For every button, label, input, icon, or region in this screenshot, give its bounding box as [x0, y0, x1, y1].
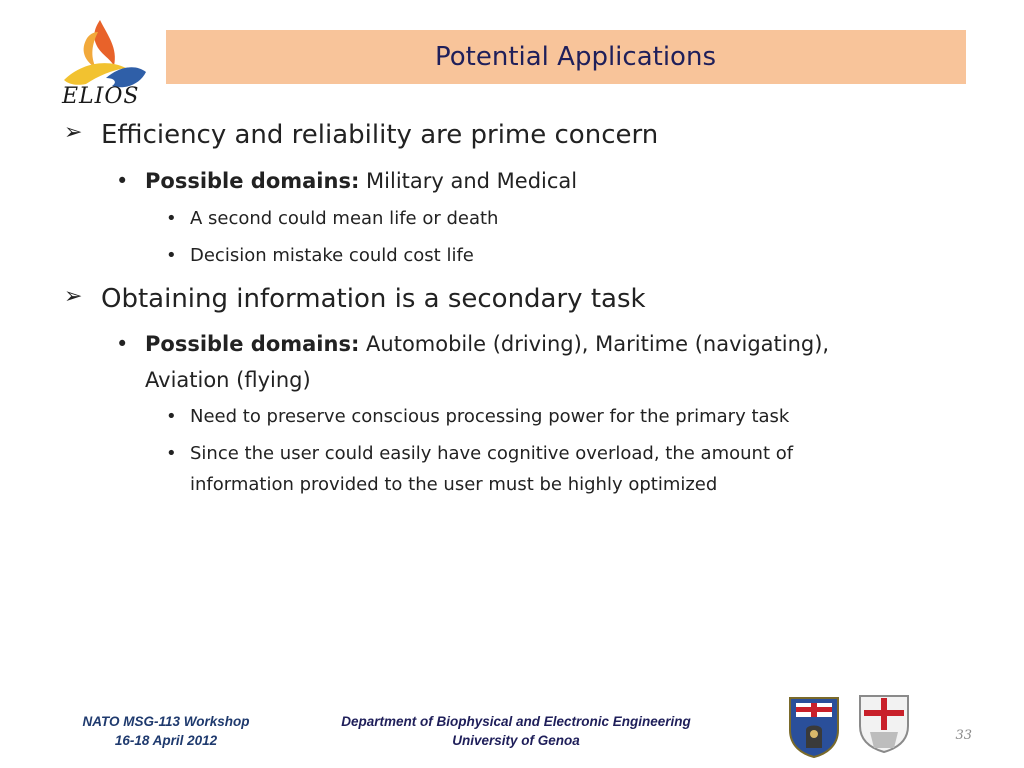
detail-bullet [166, 401, 886, 432]
sub-bullet [116, 326, 876, 398]
domains-text: Automobile (driving), Maritime (navigating), Aviation (flying) [145, 332, 830, 392]
detail-bullet [166, 240, 886, 271]
university-crest-icon [788, 694, 840, 758]
bullet-dot-icon: • [166, 208, 177, 229]
university-name: University of Genoa [452, 733, 580, 748]
footer-institution [296, 712, 736, 750]
bullet-dot-icon: • [116, 332, 129, 356]
footer-workshop [56, 712, 276, 750]
arrow-bullet-icon: ➢ [64, 284, 83, 309]
workshop-dates: 16-18 April 2012 [114, 733, 218, 748]
detail-bullet [166, 203, 886, 234]
bullet-dot-icon: • [116, 169, 129, 193]
workshop-name: NATO MSG-113 Workshop [82, 714, 250, 729]
bullet-dot-icon: • [166, 245, 177, 266]
domains-text: Military and Medical [359, 169, 578, 193]
slide-title: Potential Applications [435, 42, 716, 72]
bullet-dot-icon: • [166, 443, 177, 464]
sub-bullet [116, 163, 876, 199]
department-name: Department of Biophysical and Electronic Engineering [341, 714, 691, 729]
detail-text: Need to preserve conscious processing power for the primary task [190, 406, 790, 427]
detail-text: Decision mistake could cost life [190, 245, 474, 266]
detail-text: A second could mean life or death [190, 208, 499, 229]
domains-label: Possible domains: [145, 332, 360, 356]
bullet-point-text: Obtaining information is a secondary task [101, 284, 646, 314]
domains-label: Possible domains: [145, 169, 360, 193]
logo-wordmark: ELIOS [62, 84, 140, 109]
detail-bullet [166, 438, 886, 500]
page-number: 33 [955, 728, 972, 743]
detail-text: Since the user could easily have cognitive overload, the amount of information provided to the user must be highly optimized [190, 443, 794, 495]
arrow-bullet-icon: ➢ [64, 120, 83, 145]
title-bar [166, 30, 966, 84]
bullet-point-text: Efficiency and reliability are prime concern [101, 120, 659, 150]
city-crest-icon [858, 692, 910, 756]
bullet-dot-icon: • [166, 406, 177, 427]
